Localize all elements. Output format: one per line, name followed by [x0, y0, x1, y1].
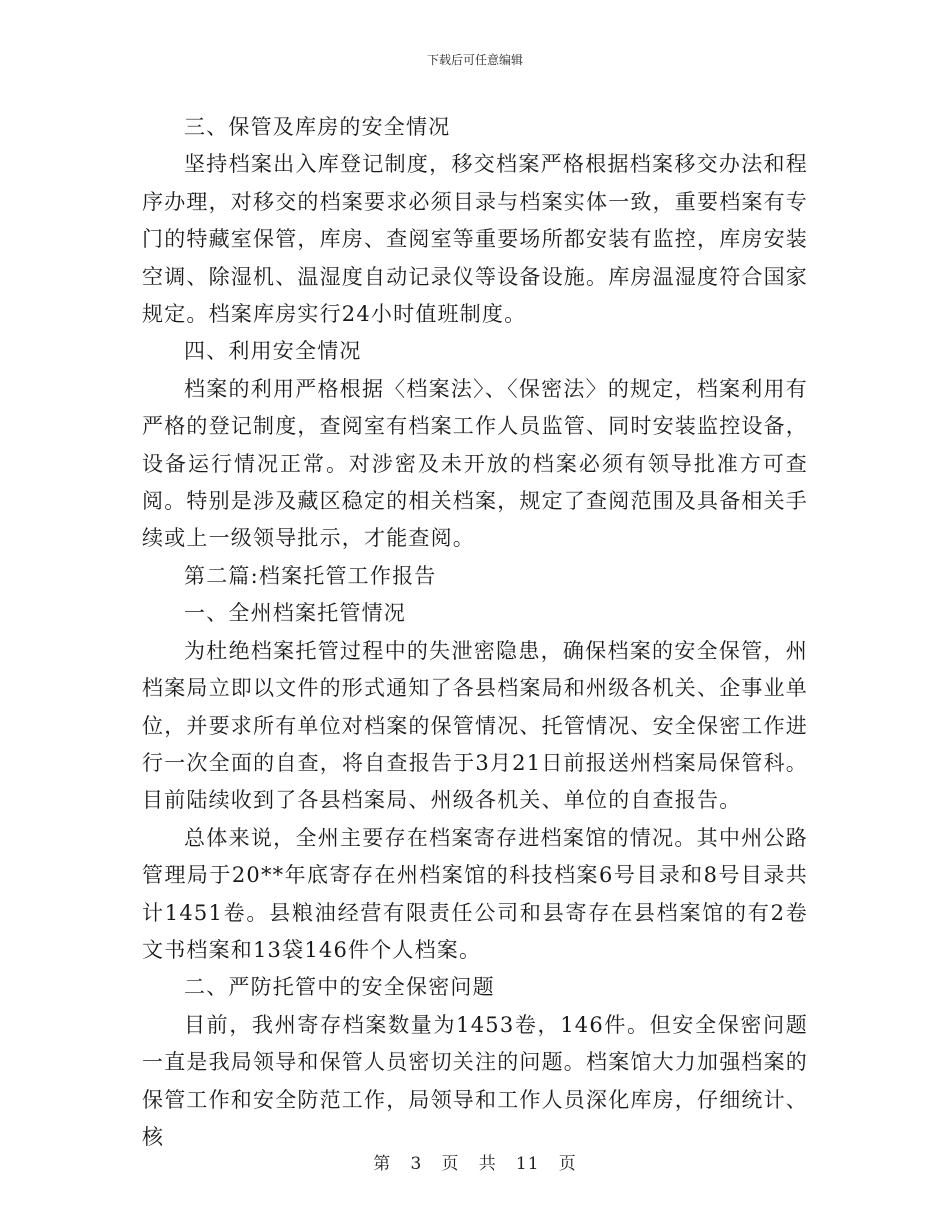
- footer-total-label: 共: [478, 1154, 497, 1174]
- footer-total-pages: 11: [515, 1154, 540, 1174]
- paragraph-custody-notice: 为杜绝档案托管过程中的失泄密隐患，确保档案的安全保管，州档案局立即以文件的形式通知了各县档案局和州级各机关、企事业单位，并要求所有单位对档案的保管情况、托管情况、安全保密工作进行一次全面的自查，将自查报告于3月21日前报送州档案局保管科。目前陆续收到了各县档案局、州级各机关、单位的自查报告。: [142, 638, 808, 813]
- section-heading-usage-safety: 四、利用安全情况: [184, 339, 362, 364]
- document-body: [142, 109, 808, 1156]
- footer-page-label: 页: [441, 1154, 460, 1174]
- section-heading-custody-status: 一、全州档案托管情况: [184, 601, 406, 626]
- page-footer: [0, 1153, 950, 1175]
- footer-prefix: 第: [373, 1154, 392, 1174]
- section-heading-storage-safety: 三、保管及库房的安全情况: [184, 115, 451, 139]
- paragraph-storage-details: 坚持档案出入库登记制度，移交档案严格根据档案移交办法和程序办理，对移交的档案要求必须目录与档案实体一致，重要档案有专门的特藏室保管，库房、查阅室等重要场所都安装有监控，库房安装空调、除湿机、温湿度自动记录仪等设备设施。库房温湿度符合国家规定。档案库房实行24小时值班制度。: [142, 152, 808, 327]
- paragraph-security-details: 目前，我州寄存档案数量为1453卷，146件。但安全保密问题一直是我局领导和保管人员密切关注的问题。档案馆大力加强档案的保管工作和安全防范工作，局领导和工作人员深化库房，仔细统计、核: [142, 1012, 808, 1149]
- paragraph-custody-summary: 总体来说，全州主要存在档案寄存进档案馆的情况。其中州公路管理局于20**年底寄存在州档案馆的科技档案6号目录和8号目录共计1451卷。县粮油经营有限责任公司和县寄存在县档案馆的有2卷文书档案和13袋146件个人档案。: [142, 825, 808, 962]
- page-header: 下载后可任意编辑: [426, 53, 523, 67]
- footer-current-page: 3: [410, 1154, 423, 1174]
- footer-suffix: 页: [558, 1154, 577, 1174]
- chapter-heading-custody-report: 第二篇:档案托管工作报告: [184, 563, 437, 588]
- section-heading-security-issues: 二、严防托管中的安全保密问题: [184, 975, 495, 1000]
- paragraph-usage-details: 档案的利用严格根据〈档案法〉、〈保密法〉的规定，档案利用有严格的登记制度，查阅室有档案工作人员监管、同时安装监控设备，设备运行情况正常。对涉密及未开放的档案必须有领导批准方可查阅。特别是涉及藏区稳定的相关档案，规定了查阅范围及具备相关手续或上一级领导批示，才能查阅。: [142, 376, 808, 551]
